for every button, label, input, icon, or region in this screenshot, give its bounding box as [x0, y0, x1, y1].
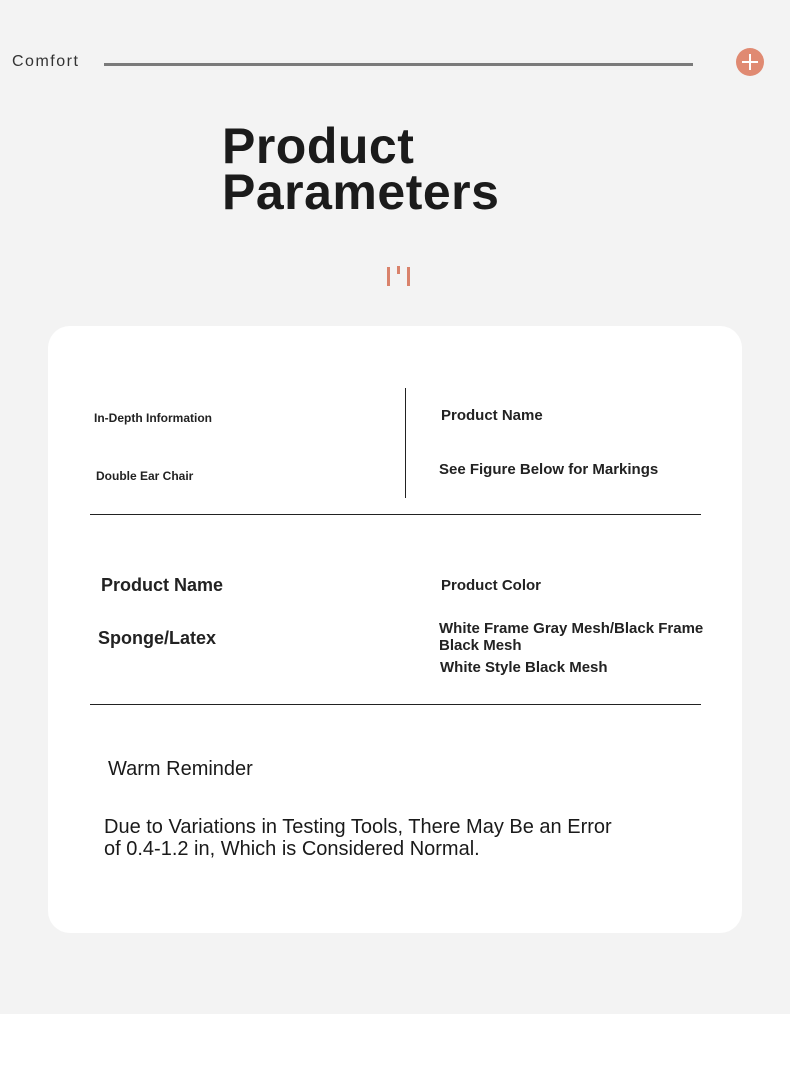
- warm-reminder-title: Warm Reminder: [108, 758, 253, 780]
- product-name-label: Product Name: [441, 407, 543, 424]
- page-title-line-2: Parameters: [222, 164, 500, 220]
- brand-label: Comfort: [12, 53, 80, 70]
- header-divider: [104, 63, 693, 66]
- in-depth-information-label: In-Depth Information: [94, 411, 212, 425]
- warm-reminder-text: Due to Variations in Testing Tools, There May Be an Error of 0.4-1.2 in, Which is Considered Normal.: [104, 816, 612, 860]
- product-color-value-2: White Style Black Mesh: [440, 659, 608, 676]
- material-value: Sponge/Latex: [98, 628, 217, 648]
- markings-note: See Figure Below for Markings: [439, 461, 659, 478]
- tick-marks-icon: [386, 264, 412, 288]
- row-divider-2: [90, 704, 701, 705]
- parameters-card: [48, 326, 742, 933]
- product-color-label: Product Color: [441, 577, 541, 594]
- column-divider: [405, 388, 406, 498]
- material-label: Product Name: [101, 575, 224, 595]
- row-divider-1: [90, 514, 701, 515]
- product-color-value: White Frame Gray Mesh/Black Frame Black Mesh: [439, 620, 704, 654]
- page-title: [222, 118, 500, 220]
- product-type-value: Double Ear Chair: [96, 469, 194, 483]
- plus-icon[interactable]: [736, 48, 764, 76]
- page-title-line-1: Product: [222, 118, 415, 174]
